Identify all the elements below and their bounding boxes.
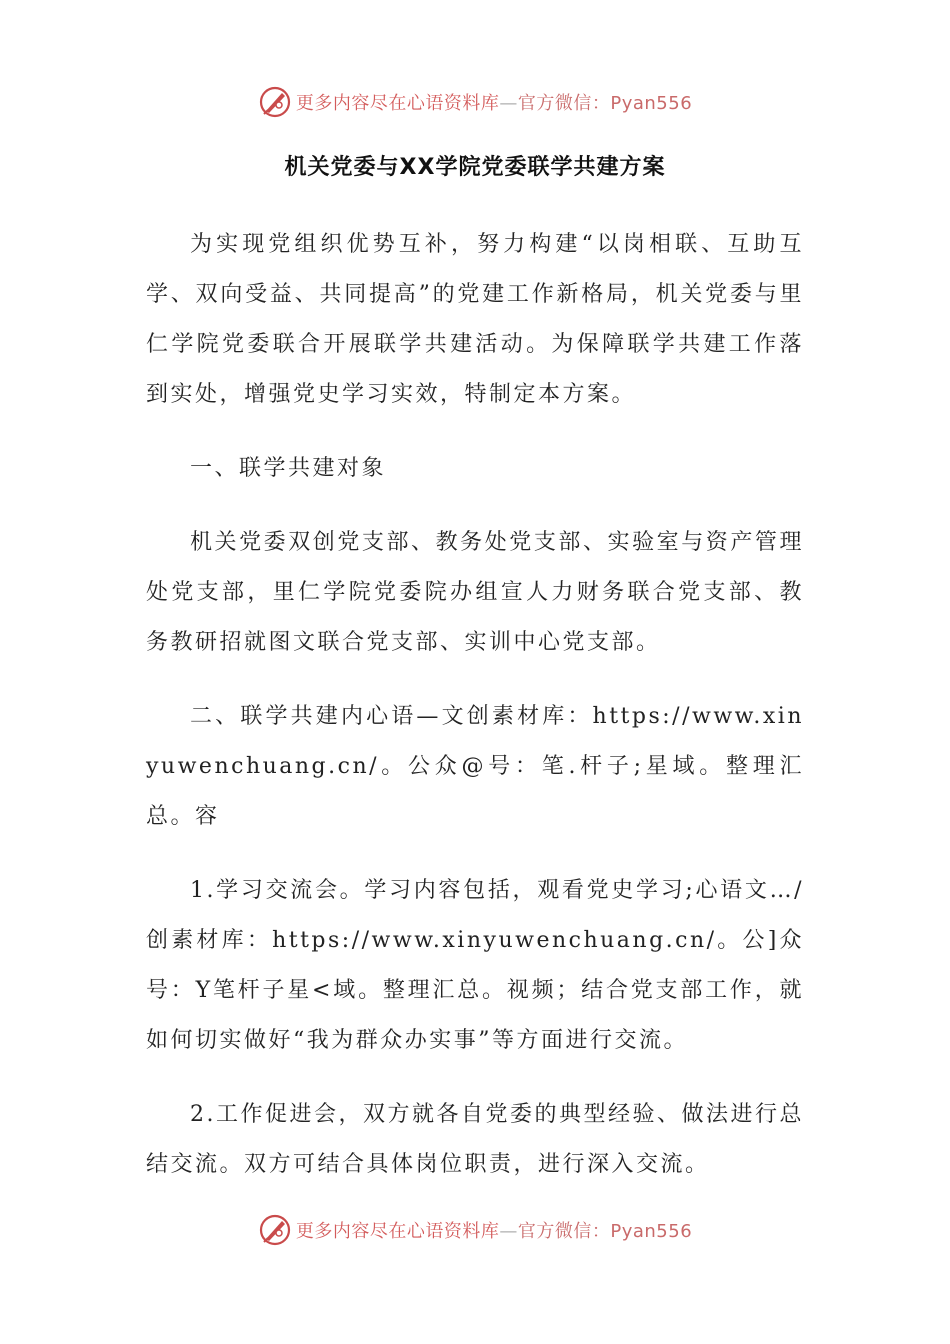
banner-text	[296, 1217, 692, 1243]
header-watermark-banner	[0, 82, 950, 122]
section-heading-1: 一、联学共建对象	[190, 456, 387, 481]
banner-separator: —	[499, 1221, 518, 1242]
banner-main-text: 更多内容尽在心语资料库	[295, 93, 500, 114]
section-heading-2: 二、联学共建内心语—文创素材库：https://www.xinyuwenchuang.cn/。公众@号：笔.杆子;星域。整理汇总。容	[146, 704, 804, 829]
item-2-paragraph: 2.工作促进会，双方就各自党委的典型经验、做法进行总结交流。双方可结合具体岗位职责，进行深入交流。	[146, 1102, 804, 1177]
banner-tail-text: 官方微信：Pyan556	[517, 93, 693, 114]
intro-paragraph: 为实现党组织优势互补，努力构建“以岗相联、互助互学、双向受益、共同提高”的党建工作新格局，机关党委与里仁学院党委联合开展联学共建活动。为保障联学共建工作落到实处，增强党史学习实效，特制定本方案。	[146, 232, 804, 407]
banner-tail-text: 官方微信：Pyan556	[517, 1221, 693, 1242]
participants-paragraph: 机关党委双创党支部、教务处党支部、实验室与资产管理处党支部，里仁学院党委院办组宣人力财务联合党支部、教务教研招就图文联合党支部、实训中心党支部。	[146, 530, 804, 655]
quill-logo-icon	[258, 1213, 292, 1247]
document-title: 机关党委与XX学院党委联学共建方案	[284, 155, 666, 180]
banner-main-text: 更多内容尽在心语资料库	[295, 1221, 500, 1242]
footer-watermark-banner	[0, 1210, 950, 1250]
banner-separator: —	[499, 93, 518, 114]
item-1-paragraph: 1.学习交流会。学习内容包括，观看党史学习;心语文…/创素材库：https://www.xinyuwenchuang.cn/。公]众号：Y笔杆子星<域。整理汇总。视频；结合党支部工作，就如何切实做好“我为群众办实事”等方面进行交流。	[146, 878, 804, 1053]
banner-text	[296, 89, 692, 115]
quill-logo-icon	[258, 85, 292, 119]
document-body	[146, 220, 804, 1214]
